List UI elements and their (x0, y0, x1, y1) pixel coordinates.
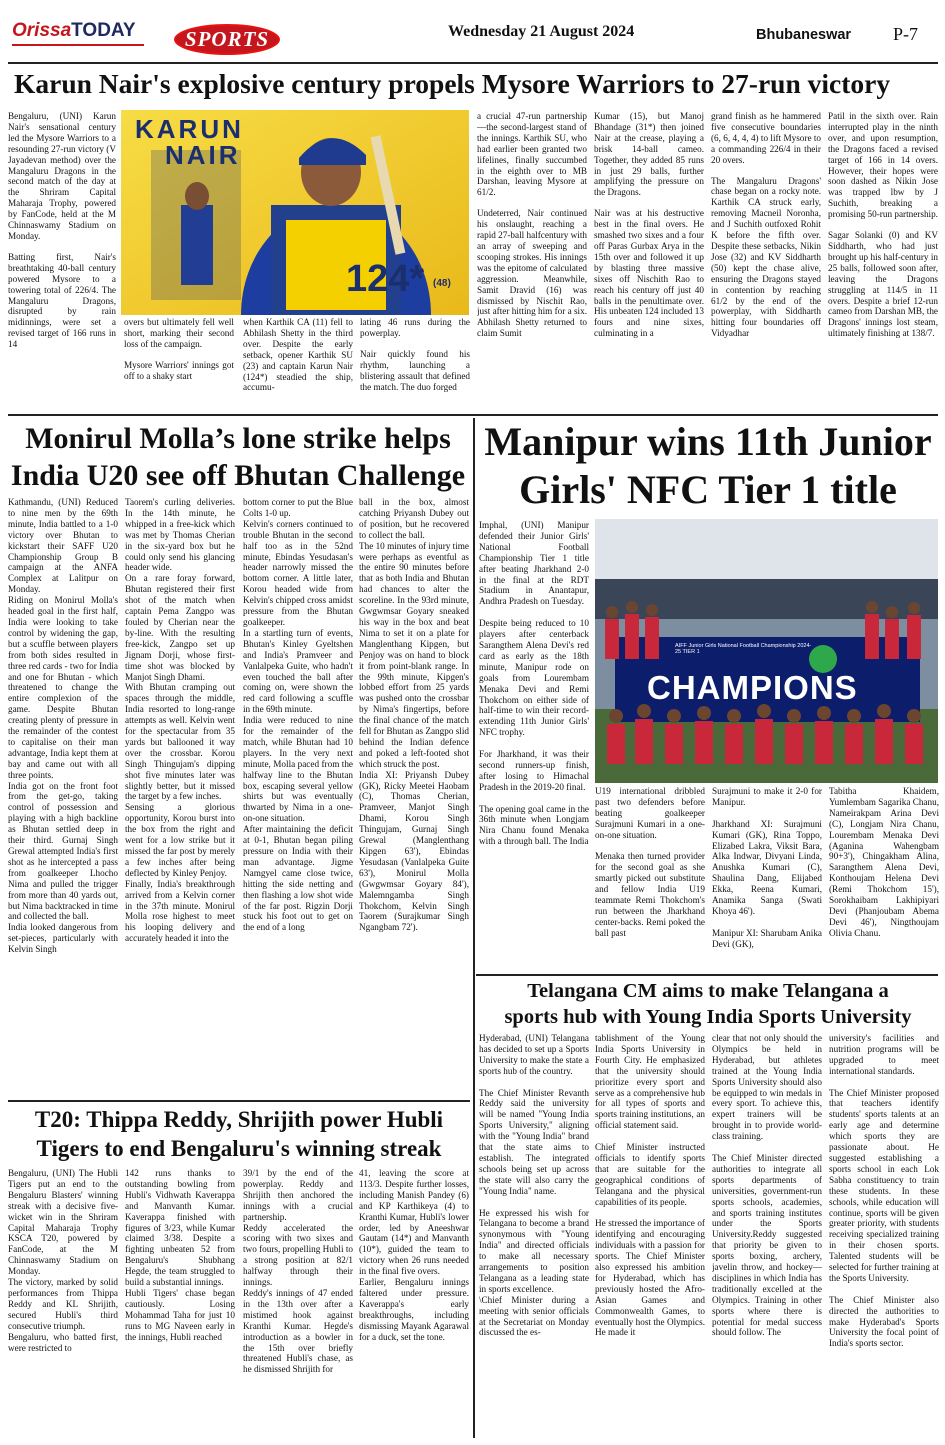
edition-city: Bhubaneswar (756, 27, 852, 43)
paragraph: a crucial 47-run partnership—the second-largest stand of the innings. Karthik SU, who had earlier been granted two lifelines, finally succumbed in the eighth over to MB Darshan, leaving Mysore at 61/2. (477, 111, 587, 198)
t20-col-3 (243, 1168, 353, 1438)
paragraph: Imphal, (UNI) Manipur defended their Junior Girls' National Football Championship Tier 1 title after beating Jharkhand 2-0 in the final at the RDT Stadium in Anantapur, Andhra Pradesh on Tuesday. Despite being reduced to 10 players after centerback Sarangthem Alena Devi's red card as early as the 18th minute, Manipur rode on goals from Lourembam Menaka Devi and Remi Thokchom on either side of half-time to win their record-extending 11th Junior Girls' NFC trophy. For Jharkhand, it was their second runners-up finish, after losing to Himachal Pradesh in the 2019-20 final. The opening goal came in the 36th minute when Longjam Nira Chanu found Menaka with a through ball. The India (479, 520, 589, 847)
karun-col-5 (477, 111, 587, 411)
logo-underline (12, 44, 144, 46)
paragraph: Tabitha Khaidem, Yumlembam Sagarika Chanu, Nameirakpam Arina Devi (C), Longjam Nira Chanu, Lourembam Menaka Devi (Aganina Wahengbam 90+3'), Chingakham Alina, Sarangthem Alena Devi, Konthoujam Helena Devi (Remi Thokchom 15'), Sorokhaibam Lakhipiyari Devi (Phanjoubam Abema Devi 46'), Ningthoujam Olivia Chanu. (829, 786, 939, 938)
section-rule (476, 974, 938, 976)
paragraph: tablishment of the Young India Sports University in Fourth City. He emphasized that the university should prioritize every sport and serve as a comprehensive hub for all types of sports and sports training institutions, an official statement said. Chief Minister instructed officials to identify sports that are suitable for the geographical conditions of Telangana and the physical capabilities of its people. He stressed the importance of identifying and encouraging individuals with a passion for sports. The Chief Minister also expressed his ambition for Hyderabad, which has previously hosted the Afro-Asian Games and Commonwealth Games, to eventually host the Olympics. He made it (595, 1033, 705, 1338)
paragraph: The Mangaluru Dragons' chase began on a rocky note. Karthik CA struck early, removing Macneil Noronha, and J Suchith outfoxed Rohit K before the fifth over. Despite these setbacks, Nikin Jose (32) and KV Siddharth (50) kept the chase alive, ensuring the Dragons stayed in contention by reaching 61/2 by the end of the powerplay, with Siddharth hitting four boundaries off Vidyadhar (711, 175, 821, 339)
paragraph: university's facilities and nutrition programs will be upgraded to meet international standards. The Chief Minister proposed that teachers identify students' sports talents at an early age and determine which sports they are passionate about. He suggested establishing a sports school in each Lok Sabha constituency to train these students. In these schools, while education will continue, sports will be given greater priority, with students receiving specialized training in their chosen sports. Talented students will be selected for further training at the Sports University. The Chief Minister also directed the authorities to make Hyderabad's Sports University the focal point of India's sports sector. (829, 1033, 939, 1349)
page-number: P-7 (893, 24, 919, 44)
paragraph: Undeterred, Nair continued his onslaught, reaching a rapid 27-ball halfcentury with an array of sweeping and scooping strokes. His innings was the epitome of calculated aggression. Meanwhile, Samit Dravid (16) was dismissed by Nischit Rao, just after hitting him for a six. Abhilash Shetty returned to claim Sumit (477, 208, 587, 339)
column-divider (473, 418, 475, 1438)
section-badge: SPORTS (174, 24, 280, 55)
monirul-col-3 (243, 497, 353, 1097)
t20-col-1 (8, 1168, 118, 1438)
karun-col-1 (8, 111, 116, 411)
t20-col-4 (359, 1168, 469, 1438)
paragraph: 142 runs thanks to outstanding bowling from Hubli's Vidhwath Kaverappa and Manvanth Kumar. Kaverappa finished with figures of 3/23, while Kumar claimed 3/38. Despite a fighting unbeaten 52 from Bengaluru's Shubhang Hegde, the team struggled to build a substantial innings. Hubli Tigers' chase began cautiously. Losing Mohammad Taha for just 10 runs to MG Naveen early in the innings, Hubli reached (125, 1168, 235, 1342)
photo-balls: (48) (433, 278, 451, 289)
headline-line: Tigers to end Bengaluru's winning streak (36, 1136, 442, 1161)
photo-champions-banner: CHAMPIONS (647, 669, 858, 706)
telangana-col-4 (829, 1033, 939, 1438)
paragraph: Bengaluru, (UNI) Karun Nair's sensational century led the Mysore Warriors to a resounding 27-run victory (V Jayadevan method) over the Mangaluru Dragons in the second match of the day at the Shriram Capital Maharaja Trophy, powered by FanCode, held at the M Chinnaswamy Stadium on Monday. (8, 111, 116, 241)
paragraph: Mysore Warriors' innings got off to a shaky start (124, 359, 234, 381)
karun-col-8 (828, 111, 938, 411)
paragraph: 39/1 by the end of the powerplay. Reddy and Shrijith then anchored the innings with a crucial partnership. Reddy accelerated the scoring with two sixes and two fours, propelling Hubli to a strong position at 82/1 halfway through their innings. Reddy's innings of 47 ended in the 13th over after a mistimed hook against Kranthi Kumar. Hegde's introduction as a bowler in the 15th over briefly threatened Hubli's chase, as he dismissed Shrijith for (243, 1168, 353, 1375)
photo-name-last: NAIR (165, 140, 241, 170)
paragraph: Taorem's curling deliveries. In the 14th minute, he whipped in a free-kick which was met by Thomas Cherian in the six-yard box but he could only send his glancing header wide. On a rare foray forward, Bhutan registered their first shot of the match when captain Pema Zangpo was fouled by Cherian near the by-line. With the resulting free-kick, Zangpo set up Jignam Dorji, whose first-time shot was blocked by Manjot Singh Dhami. With Bhutan cramping out spaces through the middle, India resorted to long-range attempts as well. Kelvin went for the spectacular from 35 yards but ballooned it way over the crossbar. Korou Singh Thingujam's dipping shot five minutes later was slightly better, but it missed the target by a few inches. Sensing a glorious opportunity, Korou burst into the box from the right and went for a low strike but it missed the far post by merely a few inches after being deflected by Kinley Penjoy. Finally, India's breakthrough arrived from a Kelvin corner in the 37th minute. Monirul Molla rose highest to meet his looping delivery and accurately headed it into the (125, 497, 235, 944)
monirul-col-1 (8, 497, 118, 1097)
logo-today: TODAY (71, 20, 136, 41)
paragraph: Batting first, Nair's breathtaking 40-ball century powered Mysore to a towering total of 226/4. The Mangaluru Dragons, disrupted by rain midinnings, were set a revised target of 166 runs in 14 (8, 251, 116, 350)
page-header (0, 0, 945, 62)
paragraph: Patil in the sixth over. Rain interrupted play in the ninth over, and upon resumption, the Dragons faced a revised target of 166 in 14 overs. However, their hopes were soon dashed as Nikin Jose was trapped lbw by J Suchith, breaking a promising 50-run partnership. (828, 111, 938, 220)
paragraph: U19 international dribbled past two defenders before beating goalkeeper Surajmuni Kumari in a one-on-one situation. Menaka then turned provider for the second goal as she smartly picked out substitute and fellow India U19 teammate Remi Thokchom's run between the Jharkhand center-backs. Remi poked the ball past (595, 786, 705, 938)
logo-orissa: Orissa (12, 20, 72, 41)
telangana-col-3 (712, 1033, 822, 1438)
manipur-col-3 (712, 786, 822, 972)
headline-line: T20: Thippa Reddy, Shrijith power Hubli (34, 1107, 444, 1132)
champions-team-photo (595, 519, 938, 783)
telangana-col-2 (595, 1033, 705, 1438)
issue-date: Wednesday 21 August 2024 (448, 23, 635, 40)
headline-line: sports hub with Young India Sports University (504, 1006, 912, 1028)
headline-line: Girls' NFC Tier 1 title (519, 467, 897, 512)
paragraph: Kathmandu, (UNI) Reduced to nine men by the 69th minute, India battled to a 1-0 victory over Bhutan to kickstart their SAFF U20 Championship Group B campaign at the ANFA Complex at Lalitpur on Monday. Riding on Monirul Molla's headed goal in the first half, India were looking to take control by widening the gap, but a scuffle between players from both sides resulted in three red cards - two for India and one for Bhutan - which threatened to change the entire complexion of the game. Despite Bhutan creating plenty of pressure in the remainder of the contest to capitalise on their man advantage, India kept them at bay and came out with all three points. India got on the front foot from the get-go, taking control of possession and playing with a high backline as Bhutan settled deep in their third. Gurnaj Singh Grewal attempted India's first shot as he intercepted a pass from goalkeeper Lhocho Nima and pulled the trigger from more than 40 yards out, but Nima backtracked in time and collected the ball. India looked dangerous from set-pieces, particularly with Kelvin Singh (8, 497, 118, 955)
photo-score: 124* (346, 258, 425, 300)
paragraph: bottom corner to put the Blue Colts 1-0 up. Kelvin's corners continued to trouble Bhutan in the second half too as in the 52nd minute, Ebindas Yesudasan's header narrowly missed the bottom corner. A little later, Korou headed wide from Kelvin's chipped cross amidst pressure from the Bhutan goalkeeper. In a startling turn of events, Bhutan's Kinley Gyeltshen and India's Pramveer and Vanlalpeka Guite, who hadn't even touched the ball after coming on, were shown the red card following a scuffle in the 69th minute. India were reduced to nine for the remainder of the match, while Bhutan had 10 players. In the very next minute, Molla paced from the halfway line to the Bhutan box, escaping several yellow shirts but was eventually thwarted by Nima in a one-on-one situation. After maintaining the deficit at 0-1, Bhutan began piling pressure on India with their man advantage. Jigme Namgyel came close twice, hitting the side netting and then flashing a low shot wide of the far post. Rigzin Dorji stuck his foot out to get on the end of a long (243, 497, 353, 933)
section-rule (8, 414, 938, 416)
paragraph: Surajmuni to make it 2-0 for Manipur. Jharkhand XI: Surajmuni Kumari (GK), Rina Toppo, Elizabed Lakra, Viksit Bara, Alka Indwar, Divyani Linda, Anushka Kumari (C), Shaulina Dang, Elijabed Ekka, Reena Kumari, Anamika Sanga (Swati Khoya 46'). Manipur XI: Sharubam Anika Devi (GK), (712, 786, 822, 949)
monirul-col-2 (125, 497, 235, 1097)
section-rule (8, 1100, 470, 1102)
karun-col-2 (124, 317, 234, 411)
paragraph: Kumar (15), but Manoj Bhandage (31*) then joined Nair at the crease, playing a brisk 14-ball cameo. Together, they added 85 runs in just 29 balls, further amplifying the pressure on the Dragons. (594, 111, 704, 198)
paragraph: grand finish as he hammered five consecutive boundaries (6, 6, 4, 4, 4) to lift Mysore to a commanding 226/4 in their 20 overs. (711, 111, 821, 165)
paragraph: ball in the box, almost catching Priyansh Dubey out of position, but he recovered to collect the ball. The 10 minutes of injury time were perhaps as eventful as the entire 90 minutes before that as both India and Bhutan had chances to alter the scoreline. In the 93rd minute, Gwgwmsar Goyary sneaked his way in the box and beat Nima to set it on a plate for Manglenthang Kipgen, but Penjoy was on hand to block it from point-blank range. In the 99th minute, Kipgen's lobbed effort from 25 yards was pushed onto the crossbar by Nima's fingertips, before the final chance of the match fell for Bhutan as Zangpo slid behind the Indian defence and poked a left-footed shot which struck the post. India XI: Priyansh Dubey (GK), Ricky Meetei Haobam (C), Thomas Cherian, Pramveer, Manjot Singh Dhami, Korou Singh Thingujam, Gurnaj Singh Grewal (Manglenthang Kipgen 63'), Ebindas Yesudasan (Vanlalpeka Guite 63'), Monirul Molla (Gwgwmsar Goyary 84'), Malemngamba Singh Thokchom, Kelvin Singh Taorem (Surajkumar Singh Ngangbam 72'). (359, 497, 469, 933)
paragraph: Nair was at his destructive best in the final overs. He smashed two sixes and a four off Paras Gurbax Arya in the 15th over and followed it up by blasting three massive sixes off Nischith Rao to reach his century off just 40 balls in the penultimate over. His unbeaten 124 included 13 fours and nine sixes, culminating in a (594, 208, 704, 339)
manipur-col-4 (829, 786, 939, 972)
headline-line: India U20 see off Bhutan Challenge (10, 459, 466, 492)
headline-line: Manipur wins 11th Junior (484, 419, 932, 464)
karun-nair-photo (121, 110, 469, 315)
monirul-headline (8, 420, 468, 494)
t20-col-2 (125, 1168, 235, 1438)
manipur-col-1 (479, 520, 589, 972)
t20-headline (8, 1105, 470, 1163)
headline-line: Telangana CM aims to make Telangana a (527, 980, 889, 1002)
header-rule (8, 62, 938, 64)
paragraph: when Karthik CA (11) fell to Abhilash Shetty in the third over. Despite the early setback, opener Karthik SU (23) and captain Karun Nair (124*) steadied the ship, accumu- (243, 317, 353, 393)
paragraph: 41, leaving the score at 113/3. Despite further losses, including Manish Pandey (6) and KP Karthikeya (4) to Kranthi Kumar, Hubli's lower order, led by Aneeshwar Gautam (14*) and Manvanth (10*), guided the team to victory when 26 runs needed in the final five overs. Earlier, Bengaluru innings faltered under pressure. Kaverappa's early breakthroughs, including dismissing Mayank Agarawal for a duck, set the tone. (359, 1168, 469, 1342)
paragraph: Sagar Solanki (0) and KV Siddharth, who had just brought up his half-century in 25 balls, followed soon after, leaving the Dragons struggling at 114/5 in 11 overs. Despite a brief 12-run cameo from Darshan MB, the Dragons' innings lost steam, ultimately finishing at 138/7. (828, 230, 938, 339)
paragraph: Hyderabad, (UNI) Telangana has decided to set up a Sports University to make the state a sports hub of the country. The Chief Minister Revanth Reddy said the university will be named "Young India Sports University," aligning with the "Young India" brand that the state aims to establish. The integrated schools being set up across the state will also carry the "Young India" name. He expressed his wish for Telangana to become a brand synonymous with "Young India" and directed officials to make all necessary arrangements to position Telangana as a leading state in sports excellence. \Chief Minister during a meeting with senior officials at the Secretariat on Monday discussed the es- (479, 1033, 589, 1338)
karun-col-6 (594, 111, 704, 411)
karun-col-3 (243, 317, 353, 411)
paragraph: clear that not only should the Olympics be held in Hyderabad, but athletes trained at the Young India Sports University should also be equipped to win medals in every sport. To achieve this, expert trainers will be brought in to provide world-class training. The Chief Minister directed authorities to integrate all sports departments of universities, government-run sports schools, academies, and sports training institutes under the Sports University.Reddy suggested that priority be given to sports boxing, archery, javelin throw, and hockey—disciplines in which India has traditionally excelled at the Olympics. Training in other sports where there is potential for medal success should follow. The (712, 1033, 822, 1338)
paragraph: lating 46 runs during the powerplay. (360, 317, 470, 338)
manipur-headline (476, 418, 940, 514)
monirul-col-4 (359, 497, 469, 1097)
telangana-col-1 (479, 1033, 589, 1438)
photo-banner-caption: AIFF Junior Girls National Football Championship 2024-25 TIER 1 (675, 643, 812, 655)
karun-headline: Karun Nair's explosive century propels Mysore Warriors to 27-run victory (14, 68, 891, 99)
paragraph: Nair quickly found his rhythm, launching a blistering assault that defined the match. The duo forged (360, 348, 470, 392)
photo-name-first: KARUN (135, 114, 244, 144)
karun-col-7 (711, 111, 821, 411)
paragraph: overs but ultimately fell well short, marking their second loss of the campaign. (124, 317, 234, 349)
paragraph: Bengaluru, (UNI) The Hubli Tigers put an end to the Bengaluru Blasters' winning streak with a decisive five-wicket win in the Shriram Capital Maharaja Trophy KSCA T20, powered by FanCode, at the M Chinnaswamy Stadium on Monday. The victory, marked by solid performances from Thippa Reddy and KL Shrijith, secured Hubli's third consecutive triumph. Bengaluru, who batted first, were restricted to (8, 1168, 118, 1353)
telangana-headline (476, 978, 940, 1030)
karun-col-4 (360, 317, 470, 411)
headline-line: Monirul Molla’s lone strike helps (25, 422, 451, 455)
manipur-col-2 (595, 786, 705, 972)
